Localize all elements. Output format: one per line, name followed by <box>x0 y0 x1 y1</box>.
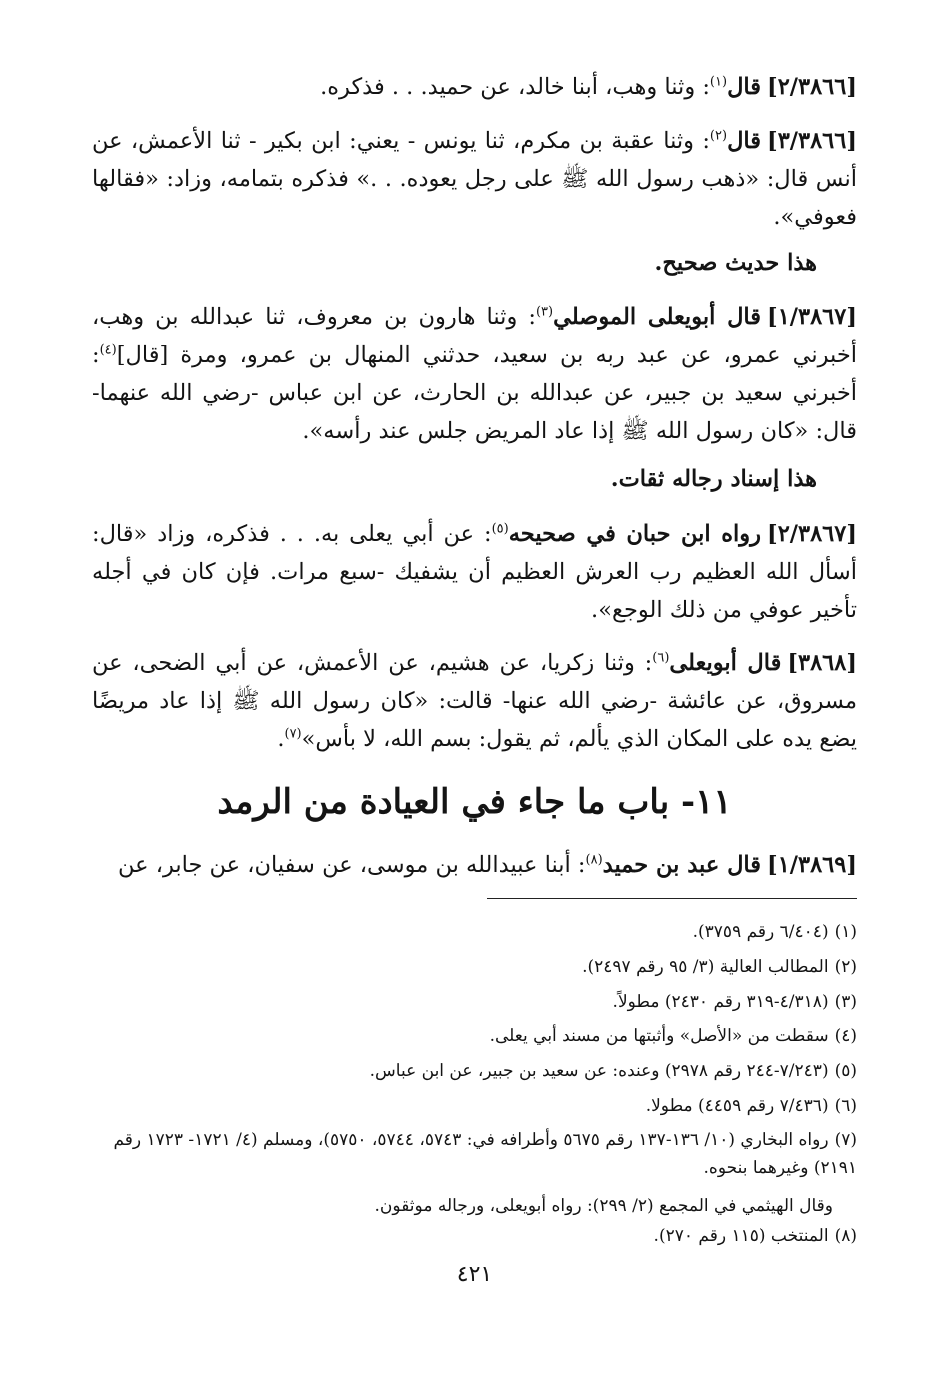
hadith-entry <box>92 122 857 236</box>
hadith-entry <box>92 644 857 758</box>
hadith-text: : أبنا عبيدالله بن موسى، عن سفيان، عن جابر، عن <box>117 852 586 878</box>
hadith-entry <box>92 68 857 106</box>
footnote-number: (٨) <box>834 1226 857 1246</box>
hadith-reference: [١/٣٨٦٩] <box>767 852 857 878</box>
grading-verdict: هذا حديث صحيح. <box>654 250 817 276</box>
hadith-entry <box>92 515 857 629</box>
hadith-text: : وثنا زكريا، عن هشيم، عن الأعمش، عن أبي الضحى، عن مسروق، عن عائشة -رضي الله عنها- قالت: «كان رسول الله ﷺ إذا عاد مريضًا يضع يده على المكان الذي يألم، ثم يقول: بسم الله، لا بأس» <box>92 650 857 752</box>
hadith-reference: [٣/٣٨٦٦] <box>767 128 857 154</box>
footnote-number: (١) <box>834 922 857 942</box>
narrator-lead: قال <box>727 74 762 100</box>
hadith-entry <box>92 298 857 450</box>
footnote-text: سقطت من «الأصل» وأثبتها من مسند أبي يعلى. <box>489 1026 829 1046</box>
footnote-text: رواه البخاري (١٠/ ١٣٦-١٣٧ رقم ٥٦٧٥ وأطرافه في: ٥٧٤٣، ٥٧٤٤، ٥٧٥٠)، ومسلم (٤/ ١٧٢١- ١٧٢٣ رقم ٢١٩١) وغيرهما بنحوه. <box>113 1130 857 1178</box>
hadith-entry <box>92 846 857 884</box>
footnote-marker[interactable]: (٦) <box>652 650 670 666</box>
footnote-number: (٣) <box>834 992 857 1012</box>
footnote-text: (٧/٤٣٦ رقم ٤٤٥٩) مطولا. <box>645 1096 829 1116</box>
chapter-heading: ١١- باب ما جاء في العيادة من الرمد <box>217 782 732 822</box>
hadith-reference: [٢/٣٨٦٧] <box>767 521 858 547</box>
footnote <box>92 1022 857 1050</box>
narrator-lead: قال <box>727 128 762 154</box>
hadith-reference: [٣٨٦٨] <box>787 650 858 676</box>
footnote-marker[interactable]: (٥) <box>491 521 509 537</box>
footnote-divider <box>487 898 857 899</box>
narrator-lead: قال أبويعلى الموصلي <box>553 304 762 330</box>
footnote <box>92 1092 857 1120</box>
hadith-text: : وثنا هارون بن معروف، ثنا عبدالله بن وهب، أخبرني عمرو، عن عبد ربه بن سعيد، حدثني المنهال بن عمرو، ومرة [قال] <box>92 304 857 368</box>
footnote-number: (٧) <box>834 1130 857 1150</box>
footnote <box>92 1126 857 1182</box>
hadith-text: : وثنا عقبة بن مكرم، ثنا يونس - يعني: ابن بكير - ثنا الأعمش، عن أنس قال: «ذهب رسول الله ﷺ على رجل يعوده. . .» فذكره بتمامه، وزاد: «فقالها فعوفي». <box>92 128 857 230</box>
grading-verdict: هذا إسناد رجاله ثقات. <box>610 466 817 492</box>
footnote-marker[interactable]: (٨) <box>585 852 603 868</box>
hadith-reference: [٢/٣٨٦٦] <box>767 74 857 100</box>
footnote <box>92 953 857 981</box>
footnote <box>92 1057 857 1085</box>
footnote <box>92 988 857 1016</box>
narrator-lead: رواه ابن حبان في صحيحه <box>508 521 762 547</box>
hadith-text: : وثنا وهب، أبنا خالد، عن حميد. . . فذكره. <box>320 74 710 100</box>
footnote <box>92 1192 857 1220</box>
page-number: ٤٢١ <box>456 1262 493 1287</box>
book-page <box>92 0 857 1377</box>
hadith-text: : عن أبي يعلى به. . . فذكره، وزاد «قال: أسأل الله العظيم رب العرش العظيم أن يشفيك -سبع مرات. فإن كان في أجله تأخير عوفي من ذلك الوجع». <box>92 521 857 623</box>
footnote-text: (٦/٤٠٤ رقم ٣٧٥٩). <box>692 922 829 942</box>
footnote <box>92 918 857 946</box>
footnote-marker[interactable]: (٢) <box>709 128 728 144</box>
footnote-text: المنتخب (١١٥ رقم ٢٧٠). <box>653 1226 829 1246</box>
narrator-lead: قال عبد بن حميد <box>602 852 762 878</box>
narrator-lead: قال أبويعلى <box>669 650 782 676</box>
footnote-marker[interactable]: (٧) <box>284 726 302 742</box>
footnote-text: (٧/٢٤٣-٢٤٤ رقم ٢٩٧٨) وعنده: عن سعيد بن جبير، عن ابن عباس. <box>369 1061 829 1081</box>
footnote-marker[interactable]: (١) <box>709 74 728 90</box>
footnote <box>92 1222 857 1250</box>
hadith-reference: [١/٣٨٦٧] <box>767 304 857 330</box>
footnote-number: (٤) <box>834 1026 857 1046</box>
footnote-text: المطالب العالية (٣/ ٩٥ رقم ٢٤٩٧). <box>582 957 829 977</box>
footnote-marker[interactable]: (٤) <box>99 342 117 358</box>
footnote-text: (٤/٣١٨-٣١٩ رقم ٢٤٣٠) مطولاً. <box>612 992 829 1012</box>
hadith-text: : أخبرني سعيد بن جبير، عن عبدالله بن الحارث، عن ابن عباس -رضي الله عنهما- قال: «كان رسول الله ﷺ إذا عاد المريض جلس عند رأسه». <box>92 342 857 444</box>
footnote-number: (٥) <box>834 1061 857 1081</box>
hadith-text: . <box>277 726 285 752</box>
footnote-text: وقال الهيثمي في المجمع (٢/ ٢٩٩): رواه أبويعلى، ورجاله موثقون. <box>374 1196 833 1216</box>
footnote-number: (٢) <box>834 957 857 977</box>
footnote-number: (٦) <box>834 1096 857 1116</box>
footnote-marker[interactable]: (٣) <box>535 304 554 320</box>
